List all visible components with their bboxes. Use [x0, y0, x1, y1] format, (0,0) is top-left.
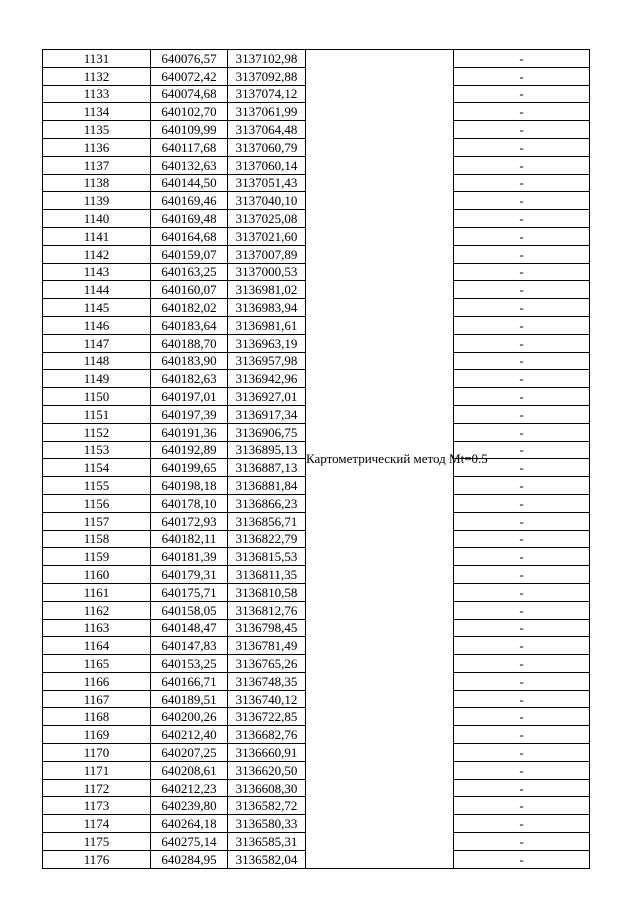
x-coordinate: 640160,07 [151, 281, 228, 299]
point-description: - [454, 815, 590, 833]
x-coordinate: 640109,99 [151, 121, 228, 139]
point-description: - [454, 138, 590, 156]
x-coordinate: 640163,25 [151, 263, 228, 281]
y-coordinate: 3136895,13 [228, 441, 306, 459]
point-description: - [454, 227, 590, 245]
point-number: 1167 [43, 690, 151, 708]
point-number: 1149 [43, 370, 151, 388]
y-coordinate: 3136748,35 [228, 672, 306, 690]
table-row [43, 50, 590, 68]
y-coordinate: 3136963,19 [228, 334, 306, 352]
y-coordinate: 3136981,02 [228, 281, 306, 299]
y-coordinate: 3137021,60 [228, 227, 306, 245]
x-coordinate: 640208,61 [151, 761, 228, 779]
point-description: - [454, 316, 590, 334]
point-description: - [454, 583, 590, 601]
point-description: - [454, 388, 590, 406]
y-coordinate: 3136881,84 [228, 477, 306, 495]
y-coordinate: 3136822,79 [228, 530, 306, 548]
point-number: 1134 [43, 103, 151, 121]
point-number: 1135 [43, 121, 151, 139]
x-coordinate: 640175,71 [151, 583, 228, 601]
x-coordinate: 640178,10 [151, 494, 228, 512]
x-coordinate: 640144,50 [151, 174, 228, 192]
y-coordinate: 3136942,96 [228, 370, 306, 388]
point-description: - [454, 299, 590, 317]
point-number: 1138 [43, 174, 151, 192]
y-coordinate: 3136740,12 [228, 690, 306, 708]
point-description: - [454, 619, 590, 637]
x-coordinate: 640275,14 [151, 833, 228, 851]
point-description: - [454, 566, 590, 584]
y-coordinate: 3136798,45 [228, 619, 306, 637]
y-coordinate: 3136815,53 [228, 548, 306, 566]
point-description: - [454, 530, 590, 548]
point-description: - [454, 192, 590, 210]
point-number: 1173 [43, 797, 151, 815]
point-description: - [454, 850, 590, 868]
x-coordinate: 640182,63 [151, 370, 228, 388]
point-description: - [454, 690, 590, 708]
point-number: 1147 [43, 334, 151, 352]
point-description: - [454, 494, 590, 512]
y-coordinate: 3137061,99 [228, 103, 306, 121]
point-description: - [454, 637, 590, 655]
point-description: - [454, 405, 590, 423]
y-coordinate: 3137060,14 [228, 156, 306, 174]
coordinates-table [42, 49, 590, 869]
y-coordinate: 3136582,72 [228, 797, 306, 815]
point-description: - [454, 103, 590, 121]
y-coordinate: 3137051,43 [228, 174, 306, 192]
point-number: 1140 [43, 210, 151, 228]
x-coordinate: 640169,48 [151, 210, 228, 228]
point-description: - [454, 370, 590, 388]
point-description: - [454, 334, 590, 352]
y-coordinate: 3136927,01 [228, 388, 306, 406]
x-coordinate: 640199,65 [151, 459, 228, 477]
y-coordinate: 3137007,89 [228, 245, 306, 263]
point-number: 1156 [43, 494, 151, 512]
point-description: - [454, 156, 590, 174]
x-coordinate: 640102,70 [151, 103, 228, 121]
y-coordinate: 3136856,71 [228, 512, 306, 530]
point-description: - [454, 459, 590, 477]
x-coordinate: 640164,68 [151, 227, 228, 245]
y-coordinate: 3136585,31 [228, 833, 306, 851]
x-coordinate: 640147,83 [151, 637, 228, 655]
point-number: 1159 [43, 548, 151, 566]
y-coordinate: 3137092,88 [228, 67, 306, 85]
coordinates-table-body [43, 50, 590, 869]
point-number: 1146 [43, 316, 151, 334]
point-number: 1165 [43, 655, 151, 673]
point-number: 1133 [43, 85, 151, 103]
point-description: - [454, 708, 590, 726]
x-coordinate: 640197,39 [151, 405, 228, 423]
x-coordinate: 640191,36 [151, 423, 228, 441]
y-coordinate: 3136906,75 [228, 423, 306, 441]
point-number: 1136 [43, 138, 151, 156]
point-number: 1131 [43, 50, 151, 68]
y-coordinate: 3137064,48 [228, 121, 306, 139]
x-coordinate: 640181,39 [151, 548, 228, 566]
y-coordinate: 3136917,34 [228, 405, 306, 423]
point-number: 1139 [43, 192, 151, 210]
x-coordinate: 640189,51 [151, 690, 228, 708]
x-coordinate: 640284,95 [151, 850, 228, 868]
point-description: - [454, 50, 590, 68]
point-number: 1166 [43, 672, 151, 690]
y-coordinate: 3136983,94 [228, 299, 306, 317]
point-number: 1168 [43, 708, 151, 726]
y-coordinate: 3137102,98 [228, 50, 306, 68]
point-description: - [454, 512, 590, 530]
point-number: 1155 [43, 477, 151, 495]
y-coordinate: 3136580,33 [228, 815, 306, 833]
point-description: - [454, 441, 590, 459]
x-coordinate: 640072,42 [151, 67, 228, 85]
point-number: 1172 [43, 779, 151, 797]
x-coordinate: 640212,23 [151, 779, 228, 797]
point-number: 1150 [43, 388, 151, 406]
point-description: - [454, 726, 590, 744]
x-coordinate: 640159,07 [151, 245, 228, 263]
point-number: 1158 [43, 530, 151, 548]
x-coordinate: 640179,31 [151, 566, 228, 584]
point-number: 1152 [43, 423, 151, 441]
point-number: 1143 [43, 263, 151, 281]
y-coordinate: 3136812,76 [228, 601, 306, 619]
x-coordinate: 640188,70 [151, 334, 228, 352]
y-coordinate: 3137040,10 [228, 192, 306, 210]
y-coordinate: 3137000,53 [228, 263, 306, 281]
x-coordinate: 640153,25 [151, 655, 228, 673]
x-coordinate: 640172,93 [151, 512, 228, 530]
point-number: 1163 [43, 619, 151, 637]
y-coordinate: 3136660,91 [228, 744, 306, 762]
point-description: - [454, 423, 590, 441]
point-number: 1141 [43, 227, 151, 245]
point-description: - [454, 797, 590, 815]
x-coordinate: 640183,64 [151, 316, 228, 334]
point-description: - [454, 245, 590, 263]
point-number: 1161 [43, 583, 151, 601]
point-number: 1151 [43, 405, 151, 423]
point-number: 1142 [43, 245, 151, 263]
point-description: - [454, 601, 590, 619]
x-coordinate: 640198,18 [151, 477, 228, 495]
point-description: - [454, 779, 590, 797]
method-cell: Картометрический метод Mt=0.5 [306, 50, 454, 869]
point-number: 1171 [43, 761, 151, 779]
x-coordinate: 640212,40 [151, 726, 228, 744]
point-description: - [454, 281, 590, 299]
point-number: 1145 [43, 299, 151, 317]
point-number: 1132 [43, 67, 151, 85]
y-coordinate: 3136765,26 [228, 655, 306, 673]
point-number: 1175 [43, 833, 151, 851]
y-coordinate: 3137060,79 [228, 138, 306, 156]
x-coordinate: 640182,02 [151, 299, 228, 317]
point-number: 1157 [43, 512, 151, 530]
point-description: - [454, 210, 590, 228]
point-description: - [454, 67, 590, 85]
point-description: - [454, 655, 590, 673]
x-coordinate: 640158,05 [151, 601, 228, 619]
x-coordinate: 640166,71 [151, 672, 228, 690]
y-coordinate: 3136682,76 [228, 726, 306, 744]
point-number: 1144 [43, 281, 151, 299]
y-coordinate: 3136957,98 [228, 352, 306, 370]
x-coordinate: 640074,68 [151, 85, 228, 103]
x-coordinate: 640183,90 [151, 352, 228, 370]
point-number: 1164 [43, 637, 151, 655]
point-description: - [454, 352, 590, 370]
point-description: - [454, 121, 590, 139]
y-coordinate: 3137074,12 [228, 85, 306, 103]
point-description: - [454, 833, 590, 851]
y-coordinate: 3136781,49 [228, 637, 306, 655]
x-coordinate: 640182,11 [151, 530, 228, 548]
y-coordinate: 3137025,08 [228, 210, 306, 228]
x-coordinate: 640192,89 [151, 441, 228, 459]
x-coordinate: 640148,47 [151, 619, 228, 637]
point-number: 1160 [43, 566, 151, 584]
point-number: 1162 [43, 601, 151, 619]
y-coordinate: 3136620,50 [228, 761, 306, 779]
point-number: 1169 [43, 726, 151, 744]
point-description: - [454, 744, 590, 762]
y-coordinate: 3136811,35 [228, 566, 306, 584]
x-coordinate: 640132,63 [151, 156, 228, 174]
y-coordinate: 3136722,85 [228, 708, 306, 726]
y-coordinate: 3136887,13 [228, 459, 306, 477]
point-description: - [454, 477, 590, 495]
point-number: 1137 [43, 156, 151, 174]
x-coordinate: 640207,25 [151, 744, 228, 762]
x-coordinate: 640239,80 [151, 797, 228, 815]
y-coordinate: 3136981,61 [228, 316, 306, 334]
point-number: 1153 [43, 441, 151, 459]
y-coordinate: 3136582,04 [228, 850, 306, 868]
y-coordinate: 3136810,58 [228, 583, 306, 601]
x-coordinate: 640264,18 [151, 815, 228, 833]
point-description: - [454, 85, 590, 103]
x-coordinate: 640076,57 [151, 50, 228, 68]
y-coordinate: 3136608,30 [228, 779, 306, 797]
y-coordinate: 3136866,23 [228, 494, 306, 512]
x-coordinate: 640197,01 [151, 388, 228, 406]
point-description: - [454, 263, 590, 281]
point-number: 1176 [43, 850, 151, 868]
x-coordinate: 640169,46 [151, 192, 228, 210]
point-description: - [454, 548, 590, 566]
point-description: - [454, 174, 590, 192]
x-coordinate: 640117,68 [151, 138, 228, 156]
point-description: - [454, 672, 590, 690]
point-number: 1170 [43, 744, 151, 762]
x-coordinate: 640200,26 [151, 708, 228, 726]
point-description: - [454, 761, 590, 779]
point-number: 1154 [43, 459, 151, 477]
point-number: 1174 [43, 815, 151, 833]
point-number: 1148 [43, 352, 151, 370]
